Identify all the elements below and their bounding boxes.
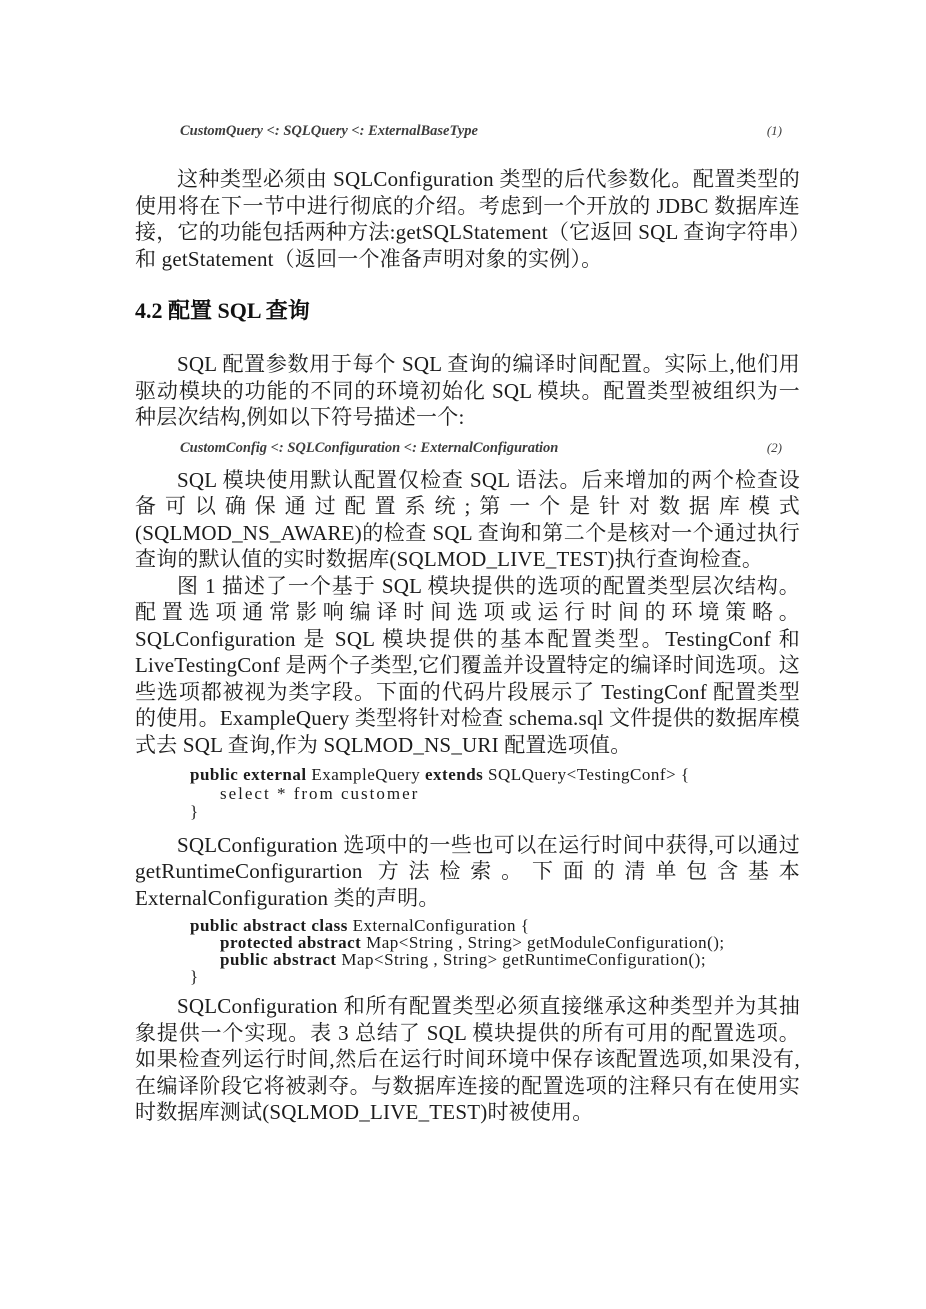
section-heading-4-2: 4.2 配置 SQL 查询 bbox=[135, 298, 310, 323]
code-line: } bbox=[190, 802, 199, 821]
code-line bbox=[190, 934, 800, 951]
equation-2-number: (2) bbox=[766, 439, 782, 455]
equation-1-formula: CustomQuery <: SQLQuery <: ExternalBaseType bbox=[180, 123, 478, 139]
code-keyword: public abstract bbox=[220, 950, 337, 969]
code-text: Map<String , String> getModuleConfiguration(); bbox=[361, 933, 725, 952]
code-text: Map<String , String> getRuntimeConfiguration(); bbox=[336, 950, 707, 969]
code-line: } bbox=[190, 967, 199, 986]
equation-1 bbox=[135, 122, 800, 140]
code-line bbox=[190, 917, 800, 934]
code-text: ExampleQuery bbox=[306, 765, 425, 784]
code-keyword: public external bbox=[190, 765, 307, 784]
code-listing-example-query bbox=[135, 766, 800, 822]
paragraph-type-parameterization: 这种类型必须由 SQLConfiguration 类型的后代参数化。配置类型的使用将在下一节中进行彻底的介绍。考虑到一个开放的 JDBC 数据库连接，它的功能包括两种方法:getSQLStatement（它返回 SQL 查询字符串）和 getStatement（返回一个准备声明对象的实例）。 bbox=[135, 167, 800, 271]
paragraph-runtime-options: SQLConfiguration 选项中的一些也可以在运行时间中获得,可以通过 getRuntimeConfigurartion 方法检索。下面的清单包含基本 ExternalConfiguration 类的声明。 bbox=[135, 832, 800, 910]
code-line bbox=[190, 766, 800, 785]
paragraph-figure1-hierarchy: 图 1 描述了一个基于 SQL 模块提供的选项的配置类型层次结构。配置选项通常影响编译时间选项或运行时间的环境策略。SQLConfiguration 是 SQL 模块提供的基本配置类型。TestingConf 和 LiveTestingConf 是两个子类型,它们覆盖并设置特定的编译时间选项。这些选项都被视为类字段。下面的代码片段展示了 TestingConf 配置类型的使用。ExampleQuery 类型将针对检查 schema.sql 文件提供的数据库模式去 SQL 查询,作为 SQLMOD_NS_URI 配置选项值。 bbox=[135, 573, 800, 757]
equation-2 bbox=[135, 439, 800, 457]
code-keyword: protected abstract bbox=[220, 933, 362, 952]
code-line bbox=[190, 951, 800, 968]
equation-1-number: (1) bbox=[766, 123, 782, 138]
code-keyword: extends bbox=[425, 765, 484, 784]
code-line: select * from customer bbox=[220, 783, 420, 803]
code-keyword: public abstract class bbox=[190, 916, 348, 935]
code-text: ExternalConfiguration { bbox=[347, 916, 530, 935]
equation-2-formula: CustomConfig <: SQLConfiguration <: ExternalConfiguration bbox=[180, 439, 559, 456]
code-text: SQLQuery<TestingConf> { bbox=[483, 765, 690, 784]
paragraph-sql-config-params: SQL 配置参数用于每个 SQL 查询的编译时间配置。实际上,他们用驱动模块的功能的不同的环境初始化 SQL 模块。配置类型被组织为一种层次结构,例如以下符号描述一个: bbox=[135, 352, 800, 429]
paragraph-config-inheritance: SQLConfiguration 和所有配置类型必须直接继承这种类型并为其抽象提供一个实现。表 3 总结了 SQL 模块提供的所有可用的配置选项。如果检查列运行时间,然后在运行时间环境中保存该配置选项,如果没有,在编译阶段它将被剥夺。与数据库连接的配置选项的注释只有在使用实时数据库测试(SQLMOD_LIVE_TEST)时被使用。 bbox=[135, 994, 800, 1124]
code-listing-external-configuration bbox=[135, 917, 800, 985]
paragraph-default-config-checks: SQL 模块使用默认配置仅检查 SQL 语法。后来增加的两个检查设备可以确保通过配置系统;第一个是针对数据库模式(SQLMOD_NS_AWARE)的检查 SQL 查询和第二个是核对一个通过执行查询的默认值的实时数据库(SQLMOD_LIVE_TEST)执行查询检查。 bbox=[135, 467, 800, 571]
